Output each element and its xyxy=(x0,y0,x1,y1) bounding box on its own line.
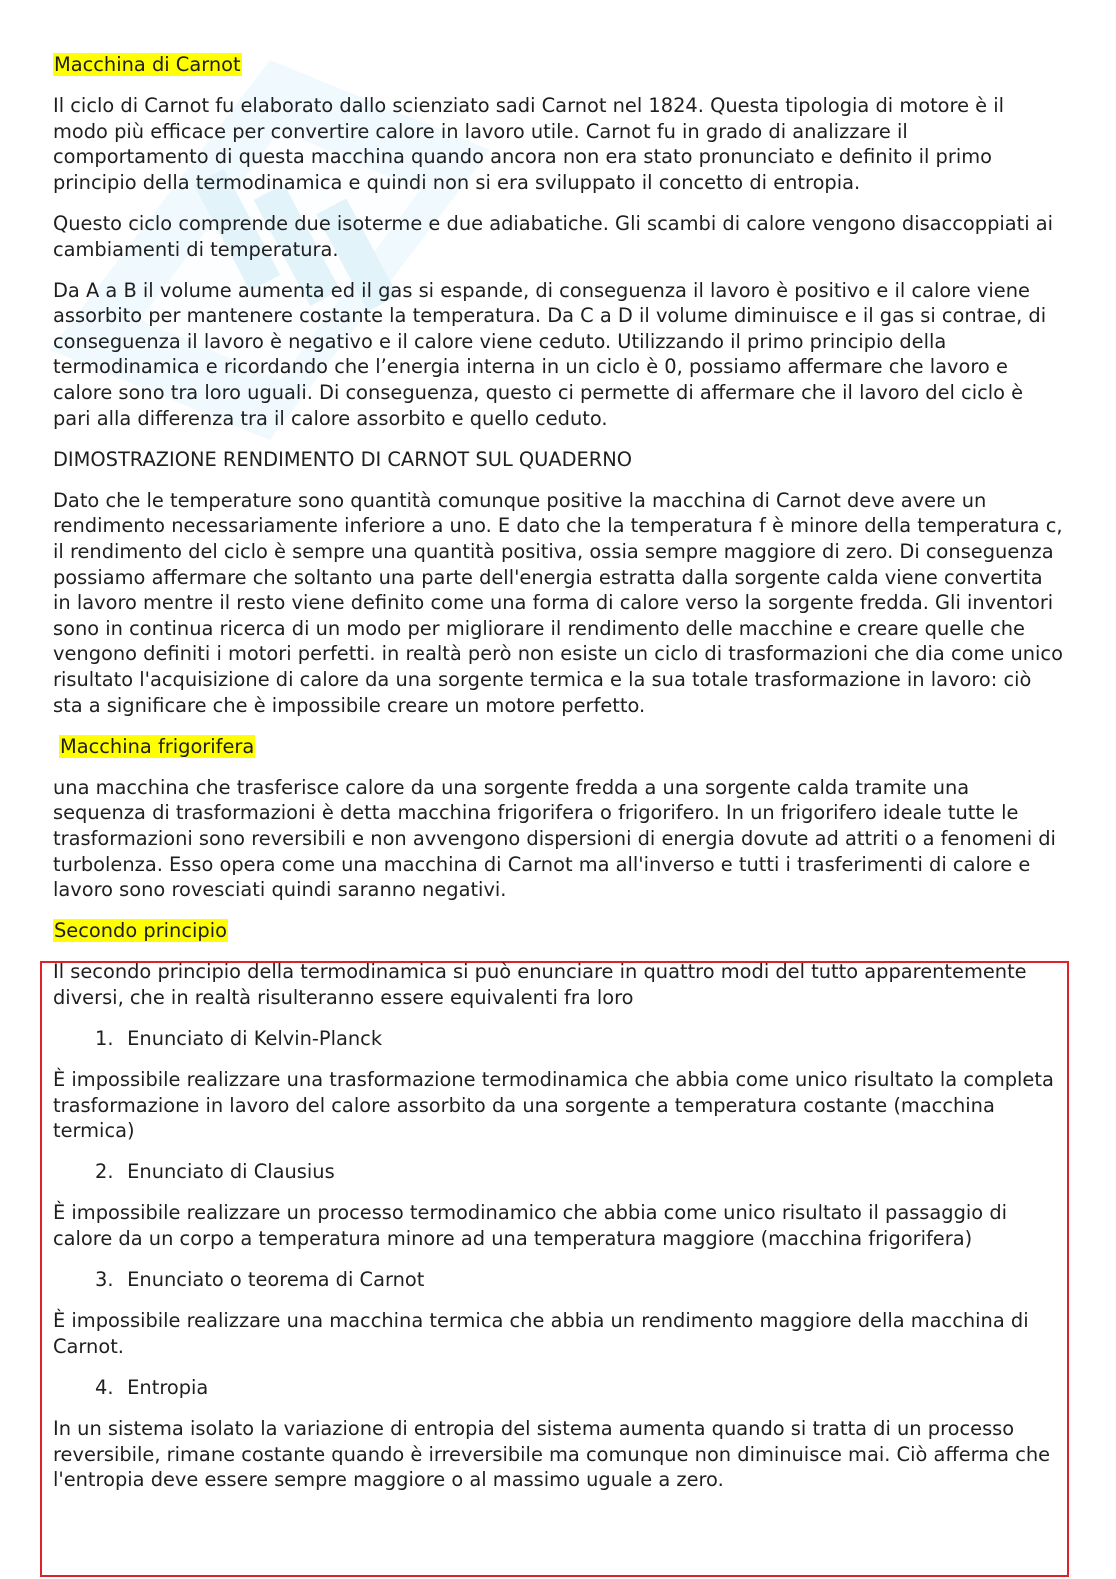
list-number: 2. xyxy=(95,1160,114,1184)
list-number: 1. xyxy=(95,1027,114,1050)
list-title: Enunciato di Kelvin-Planck xyxy=(127,1027,383,1050)
carnot-paragraph-1: Il ciclo di Carnot fu elaborato dallo scienziato sadi Carnot nel 1824. Questa tipologia di motore è il modo più efficace per convertire calore in lavoro utile. Carnot fu in grado di analizzare il comportamento di questa macchina quando ancora non era stato pronunciato e definito il primo principio della termodinamica e quindi non si era sviluppato il concetto di entropia. xyxy=(53,94,1005,194)
statement-text: È impossibile realizzare una macchina termica che abbia un rendimento maggiore della macchina di Carnot. xyxy=(53,1309,1029,1358)
secondo-heading-row xyxy=(53,918,1063,944)
statement-text: In un sistema isolato la variazione di entropia del sistema aumenta quando si tratta di un processo reversibile, rimane costante quando è irreversibile ma comunque non diminuisce mai. Ciò afferma che l'entropia deve essere sempre maggiore o al massimo uguale a zero. xyxy=(53,1417,1051,1492)
secondo-principio-section xyxy=(53,918,1063,1493)
list-title: Entropia xyxy=(127,1375,209,1399)
list-item xyxy=(53,1375,1063,1401)
carnot-paragraph-4: Dato che le temperature sono quantità comunque positive la macchina di Carnot deve avere un rendimento necessariamente inferiore a uno. E dato che la temperatura f è minore della temperatura c, il rendimento del ciclo è sempre una quantità positiva, ossia sempre maggiore di zero. Di conseguenza possiamo affermare che soltanto una parte dell'energia estratta dalla sorgente calda viene convertita in lavoro mentre il resto viene definito come una forma di calore verso la sorgente fredda. Gli inventori sono in continua ricerca di un modo per migliorare il rendimento delle macchine e creare quelle che vengono definiti i motori perfetti. in realtà però non esiste un ciclo di trasformazioni che dia come unico risultato l'acquisizione di calore da una sorgente termica e la sua totale trasformazione in lavoro: ciò sta a significare che è impossibile creare un motore perfetto. xyxy=(53,488,1063,717)
frigorifera-heading: Macchina frigorifera xyxy=(60,734,255,758)
carnot-paragraph-2: Questo ciclo comprende due isoterme e due adiabatiche. Gli scambi di calore vengono disaccoppiati ai cambiamenti di temperatura. xyxy=(53,211,1054,261)
list-number: 4. xyxy=(95,1375,114,1399)
carnot-heading-row xyxy=(53,52,1063,78)
list-title: Enunciato o teorema di Carnot xyxy=(127,1268,425,1292)
carnot-heading: Macchina di Carnot xyxy=(54,53,241,76)
list-item xyxy=(53,1159,1063,1185)
carnot-paragraph-3: Da A a B il volume aumenta ed il gas si espande, di conseguenza il lavoro è positivo e il calore viene assorbito per mantenere costante la temperatura. Da C a D il volume diminuisce e il gas si contrae, di conseguenza il lavoro è negativo e il calore viene ceduto. Utilizzando il primo principio della termodinamica e ricordando che l’energia interna in un ciclo è 0, possiamo affermare che lavoro e calore sono tra loro uguali. Di conseguenza, questo ci permette di affermare che il lavoro del ciclo è pari alla differenza tra il calore assorbito e quello ceduto. xyxy=(53,278,1047,430)
secondo-heading: Secondo principio xyxy=(54,919,227,943)
carnot-proof-note: DIMOSTRAZIONE RENDIMENTO DI CARNOT SUL QUADERNO xyxy=(53,447,633,471)
statement-text: È impossibile realizzare una trasformazione termodinamica che abbia come unico risultato la completa trasformazione in lavoro del calore assorbito da una sorgente a temperatura costante (macchina termica) xyxy=(53,1068,1054,1143)
document-page xyxy=(53,52,1063,1508)
statement-text: È impossibile realizzare un processo termodinamico che abbia come unico risultato il passaggio di calore da un corpo a temperatura minore ad una temperatura maggiore (macchina frigorifera) xyxy=(53,1201,1008,1251)
frigorifera-paragraph: una macchina che trasferisce calore da una sorgente fredda a una sorgente calda tramite una sequenza di trasformazioni è detta macchina frigorifera o frigorifero. In un frigorifero ideale tutte le trasformazioni sono reversibili e non avvengono dispersioni di energia dovute ad attriti o a fenomeni di turbolenza. Esso opera come una macchina di Carnot ma all'inverso e tutti i trasferimenti di calore e lavoro sono rovesciati quindi saranno negativi. xyxy=(53,775,1056,902)
list-title: Enunciato di Clausius xyxy=(127,1160,335,1184)
frigorifera-heading-row xyxy=(53,734,1063,760)
list-item xyxy=(53,1026,1063,1052)
list-number: 3. xyxy=(95,1268,114,1292)
list-item xyxy=(53,1267,1063,1293)
secondo-intro: Il secondo principio della termodinamica si può enunciare in quattro modi del tutto apparentemente diversi, che in realtà risulteranno essere equivalenti fra loro xyxy=(53,960,1027,1009)
